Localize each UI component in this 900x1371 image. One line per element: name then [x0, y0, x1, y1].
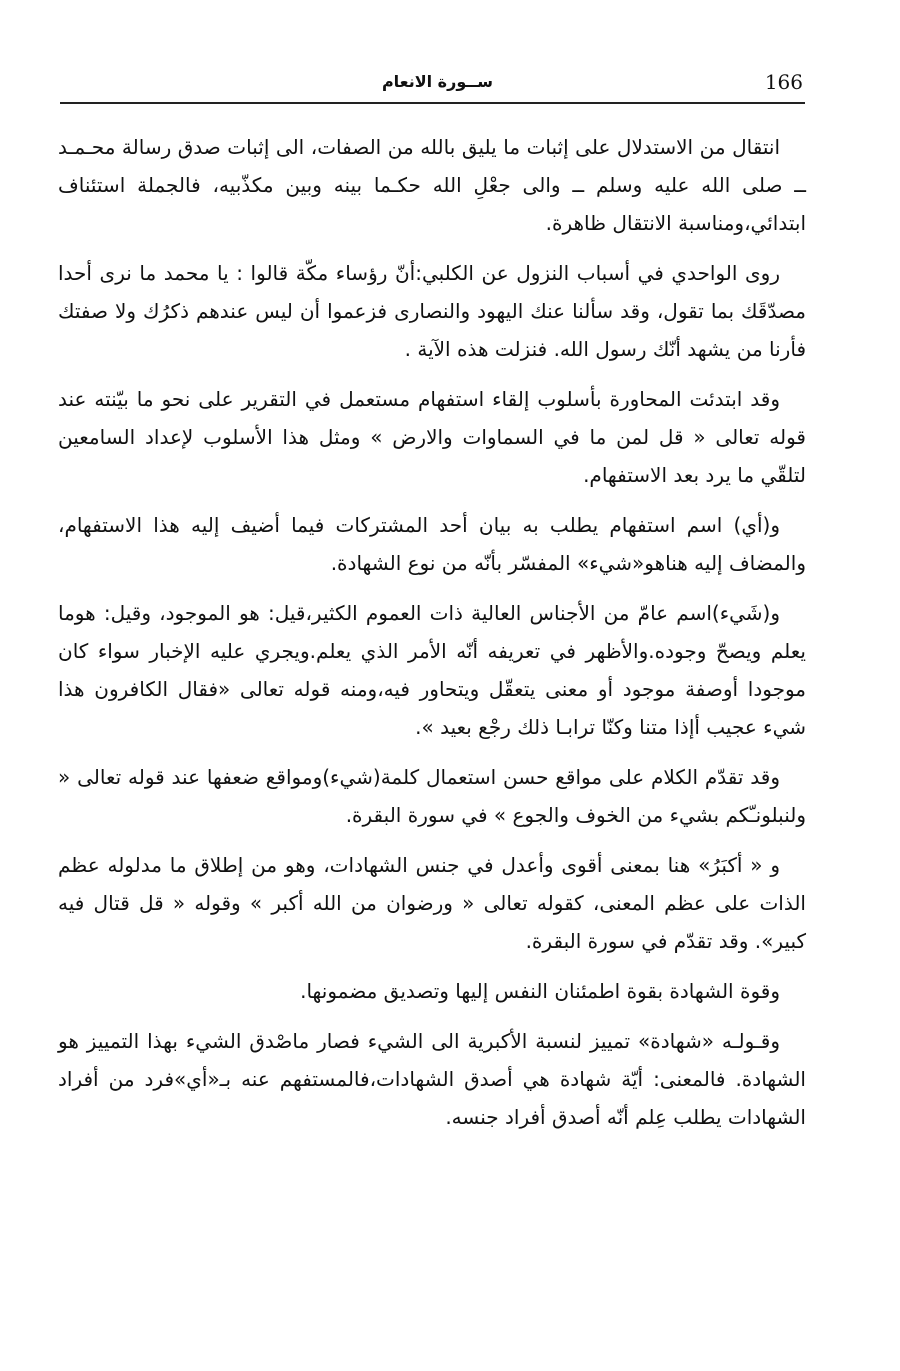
- page-number: 166: [764, 70, 803, 94]
- paragraph-7: و « أكبَرُ» هنا بمعنى أقوى وأعدل في جنس الشهادات، وهو من إطلاق ما مدلوله عظم الذات على عظم المعنى، كقوله تعالى « ورضوان من الله أكبر » وقوله « قل قتال فيه كبير». وقد تقدّم في سورة البقرة.: [58, 853, 806, 953]
- paragraph-6: وقد تقدّم الكلام على مواقع حسن استعمال كلمة(شيء)ومواقع ضعفها عند قوله تعالى « ولنبلونـّكم بشيء من الخوف والجوع » في سورة البقرة.: [58, 765, 806, 827]
- paragraph-5: و(شَيء)اسم عامّ من الأجناس العالية ذات العموم الكثير،قيل: هو الموجود، وقيل: هوما يعلم ويصحّ وجوده.والأظهر في تعريفه أنّه الأمر الذي يعلم.ويجري عليه الإخبار سواء كان موجودا أوصفة موجود أو معنى يتعقّل ويتحاور فيه،ومنه قوله تعالى «فقال الكافرون هذا شيء عجيب أإذا متنا وكنّا ترابـا ذلك رجْع بعيد ».: [58, 601, 806, 739]
- paragraph-3: وقد ابتدئت المحاورة بأسلوب إلقاء استفهام مستعمل في التقرير على نحو ما بيّنته عند قوله تعالى « قل لمن ما في السماوات والارض » ومثل هذا الأسلوب لإعداد السامعين لتلقّي ما يرد بعد الاستفهام.: [58, 387, 806, 487]
- paragraph-4: و(أي) اسم استفهام يطلب به بيان أحد المشتركات فيما أضيف إليه هذا الاستفهام، والمضاف إليه هناهو«شيء» المفسّر بأنّه من نوع الشهادة.: [58, 513, 806, 575]
- page-body: [58, 128, 806, 1148]
- page-header: [60, 62, 805, 104]
- paragraph-2: روى الواحدي في أسباب النزول عن الكلبي:أنّ رؤساء مكّة قالوا : يا محمد ما نرى أحدا مصدّقَك بما تقول، وقد سألنا عنك اليهود والنصارى فزعموا أن ليس عندهم ذكرُك ولا صفتك فأرنا من يشهد أنّك رسول الله. فنزلت هذه الآية .: [58, 261, 806, 361]
- paragraph-8: وقوة الشهادة بقوة اطمئنان النفس إليها وتصديق مضمونها.: [300, 979, 780, 1003]
- chapter-title: ســورة الانعام: [381, 72, 494, 91]
- paragraph-1: انتقال من الاستدلال على إثبات ما يليق بالله من الصفات، الى إثبات صدق رسالة محـمـد ــ صلى الله عليه وسلم ــ والى جعْلِ الله حكـما بينه وبين مكذّبيه، فالجملة استئناف ابتدائي،ومناسبة الانتقال ظاهرة.: [58, 135, 806, 235]
- paragraph-9: وقـولـه «شهادة» تمييز لنسبة الأكبرية الى الشيء فصار ماصْدق الشيء بهذا التمييز هو الشهادة. فالمعنى: أيّة شهادة هي أصدق الشهادات،فالمستفهم عنه بـ«أي»فرد من أفراد الشهادات يطلب عِلم أنّه أصدق أفراد جنسه.: [58, 1029, 806, 1129]
